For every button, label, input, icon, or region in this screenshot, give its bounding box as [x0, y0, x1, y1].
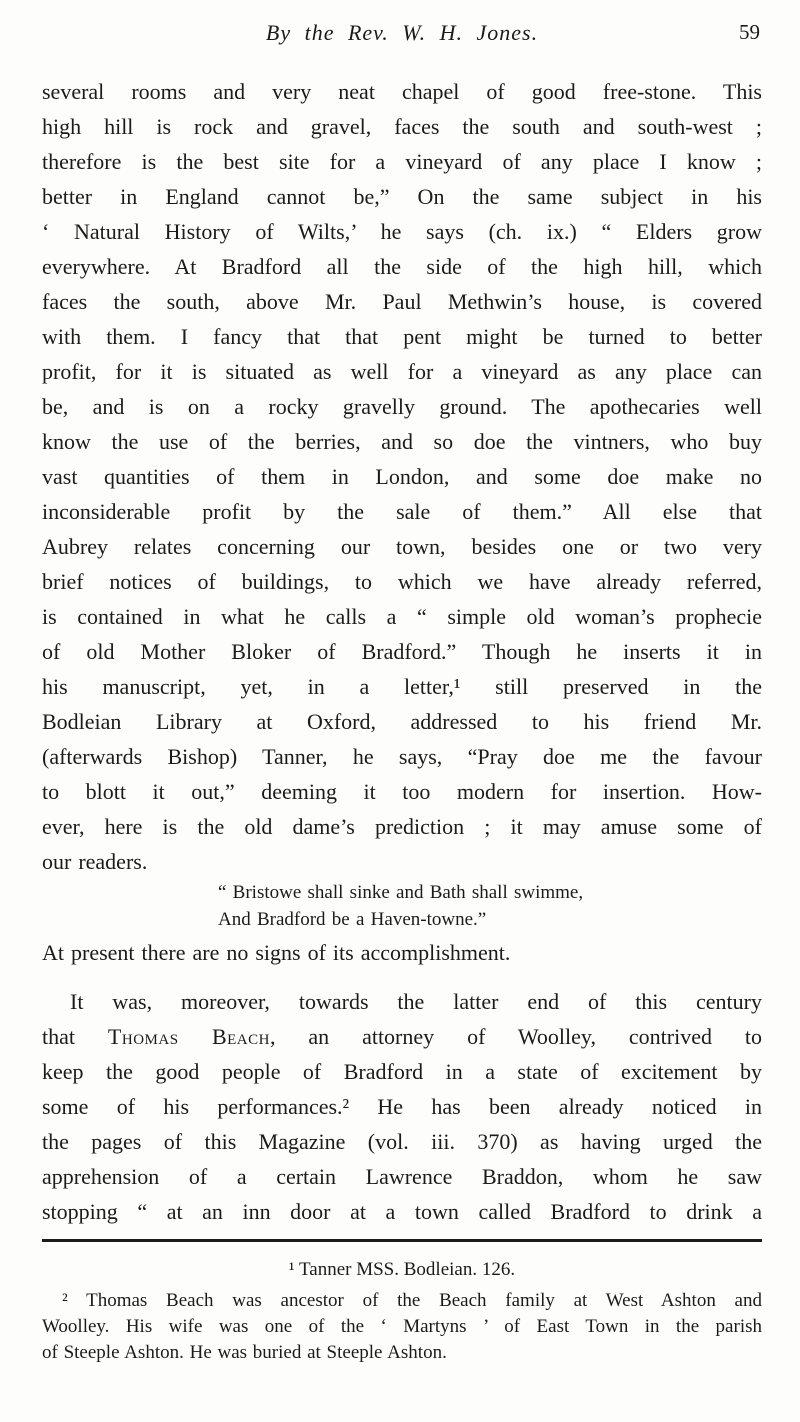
text-line: ‘ Natural History of Wilts,’ he says (ch. ix.) “ Elders grow [42, 219, 762, 244]
text-line: vast quantities of them in London, and some doe make no [42, 464, 762, 489]
text-line: keep the good people of Bradford in a state of excitement by [42, 1059, 762, 1084]
text-line: with them. I fancy that that pent might be turned to better [42, 324, 762, 349]
running-title: By the Rev. W. H. Jones. [265, 20, 539, 45]
footnote-rule [42, 1239, 762, 1242]
text-line: some of his performances.² He has been already noticed in [42, 1094, 762, 1119]
text-line: It was, moreover, towards the latter end of this century [70, 989, 762, 1014]
text-line: Aubrey relates concerning our town, besides one or two very [42, 534, 762, 559]
text-line: know the use of the berries, and so doe the vintners, who buy [42, 429, 762, 454]
paragraph-thomas-beach [42, 984, 762, 1229]
text-line: brief notices of buildings, to which we have already referred, [42, 569, 762, 594]
text-line: everywhere. At Bradford all the side of the high hill, which [42, 254, 762, 279]
footnote-line: of Steeple Ashton. He was buried at Steeple Ashton. [42, 1342, 447, 1363]
text-line: stopping “ at an inn door at a town called Bradford to drink a [42, 1199, 762, 1224]
text-line: (afterwards Bishop) Tanner, he says, “Pray doe me the favour [42, 744, 762, 769]
footnote-line: ² Thomas Beach was ancestor of the Beach family at West Ashton and [62, 1290, 762, 1311]
text-line: therefore is the best site for a vineyard of any place I know ; [42, 149, 762, 174]
quote-line: And Bradford be a Haven-towne.” [218, 909, 487, 930]
text-line: ever, here is the old dame’s prediction ; it may amuse some of [42, 814, 762, 839]
page-number: 59 [739, 20, 760, 44]
text-line: that Thomas Beach, an attorney of Woolley, contrived to [42, 1024, 763, 1049]
text-line: the pages of this Magazine (vol. iii. 370) as having urged the [42, 1129, 762, 1154]
text-line: apprehension of a certain Lawrence Braddon, whom he saw [42, 1164, 762, 1189]
closing-line: At present there are no signs of its accomplishment. [42, 940, 511, 965]
text-line: be, and is on a rocky gravelly ground. The apothecaries well [42, 394, 762, 419]
page-header [42, 20, 762, 48]
footnote-2 [42, 1288, 762, 1366]
text-line: faces the south, above Mr. Paul Methwin’s house, is covered [42, 289, 762, 314]
text-line: several rooms and very neat chapel of good free-stone. This [42, 79, 762, 104]
text-column [42, 74, 762, 1366]
text-line: profit, for it is situated as well for a vineyard as any place can [42, 359, 762, 384]
text-line: our readers. [42, 849, 148, 874]
person-name-smallcaps: Thomas Beach [107, 1024, 270, 1049]
paragraph-aubrey-quote [42, 74, 762, 879]
text-line: Bodleian Library at Oxford, addressed to his friend Mr. [42, 709, 762, 734]
prophecy-couplet [218, 879, 762, 933]
quote-line: “ Bristowe shall sinke and Bath shall swimme, [218, 882, 584, 903]
text-line: his manuscript, yet, in a letter,¹ still preserved in the [42, 674, 762, 699]
footnote-line: Woolley. His wife was one of the ‘ Martyns ’ of East Town in the parish [42, 1316, 762, 1337]
text-line: is contained in what he calls a “ simple old woman’s prophecie [42, 604, 762, 629]
text-line: inconsiderable profit by the sale of them.” All else that [42, 499, 762, 524]
text-line: to blott it out,” deeming it too modern for insertion. How- [42, 779, 762, 804]
text-line: high hill is rock and gravel, faces the south and south-west ; [42, 114, 762, 139]
text-line: better in England cannot be,” On the same subject in his [42, 184, 762, 209]
footnote-1: ¹ Tanner MSS. Bodleian. 126. [288, 1259, 516, 1280]
text-line: of old Mother Bloker of Bradford.” Though he inserts it in [42, 639, 762, 664]
